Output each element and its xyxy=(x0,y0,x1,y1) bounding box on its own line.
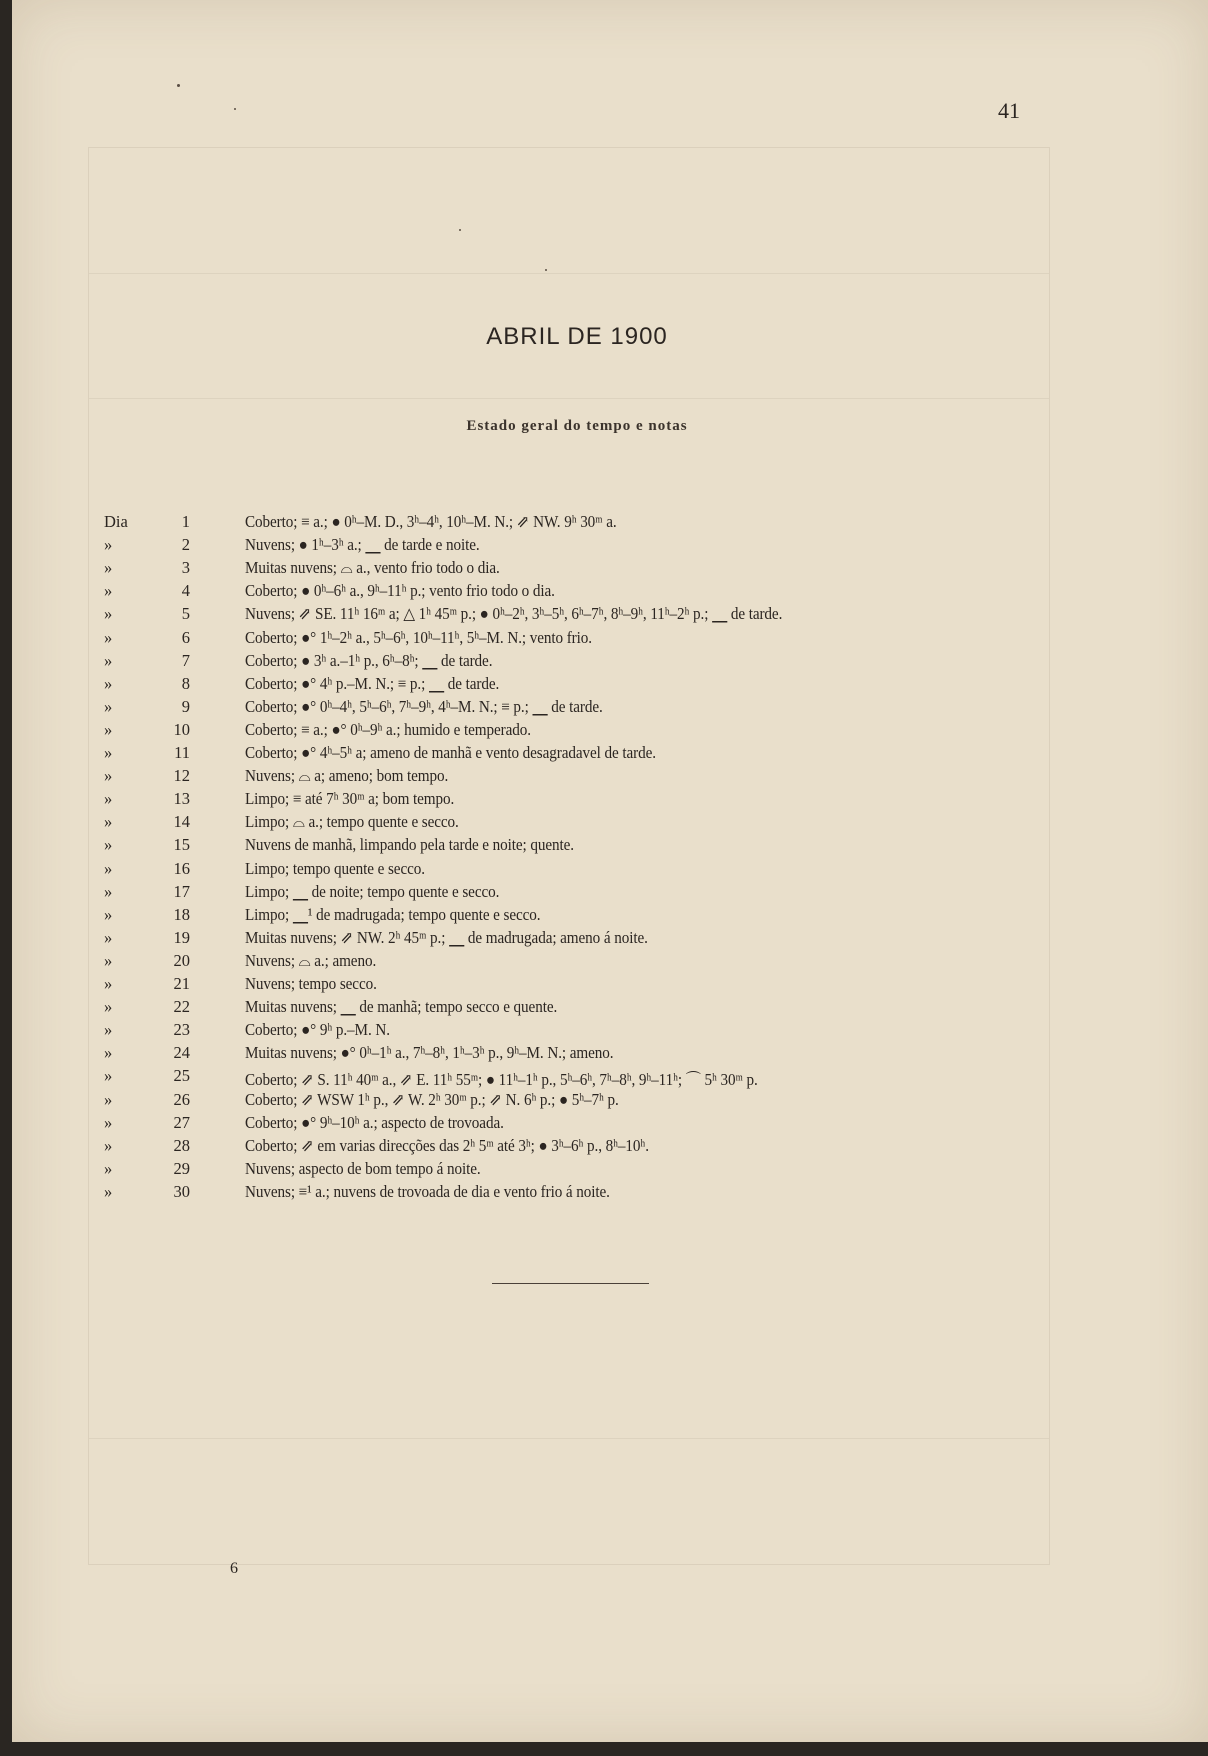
row-label: » xyxy=(104,719,113,739)
list-item xyxy=(12,1113,1208,1136)
row-label: » xyxy=(104,627,113,647)
weather-note: Coberto; ≡ a.; ●° 0ʰ–9ʰ a.; humido e temperado. xyxy=(245,719,531,739)
list-item xyxy=(12,835,1208,858)
weather-note: Limpo; tempo quente e secco. xyxy=(245,858,425,878)
list-item xyxy=(12,628,1208,651)
row-label: » xyxy=(104,950,113,970)
row-label: » xyxy=(104,1066,113,1086)
weather-note: Muitas nuvens; ●° 0ʰ–1ʰ a., 7ʰ–8ʰ, 1ʰ–3ʰ p., 9ʰ–M. N.; ameno. xyxy=(245,1043,614,1063)
weather-note: Limpo; ⎽¹ de madrugada; tempo quente e secco. xyxy=(245,904,541,924)
day-number: 1 xyxy=(181,512,190,531)
row-label: » xyxy=(104,835,113,855)
list-item xyxy=(12,766,1208,789)
weather-note: Coberto; ●° 9ʰ p.–M. N. xyxy=(245,1020,390,1040)
weather-note: Nuvens; tempo secco. xyxy=(245,974,377,993)
row-label: » xyxy=(104,650,113,670)
row-label: » xyxy=(104,789,113,809)
day-number: 21 xyxy=(173,974,190,993)
day-number: 17 xyxy=(173,881,190,901)
day-number: 9 xyxy=(181,696,190,716)
row-label: Dia xyxy=(104,512,128,531)
day-number: 20 xyxy=(173,950,190,970)
day-number: 29 xyxy=(173,1158,190,1178)
row-label: » xyxy=(104,535,113,555)
list-item xyxy=(12,997,1208,1020)
list-item xyxy=(12,974,1208,997)
row-label: » xyxy=(104,558,113,578)
row-label: » xyxy=(104,881,113,901)
list-item xyxy=(12,882,1208,905)
day-number: 5 xyxy=(181,604,190,624)
list-item xyxy=(12,512,1208,535)
day-number: 11 xyxy=(174,743,190,762)
list-item xyxy=(12,928,1208,951)
day-number: 4 xyxy=(181,581,190,601)
list-item xyxy=(12,697,1208,720)
list-item xyxy=(12,743,1208,766)
row-label: » xyxy=(104,696,113,716)
day-number: 2 xyxy=(181,535,190,555)
row-label: » xyxy=(104,1112,113,1132)
row-label: » xyxy=(104,974,113,993)
list-item xyxy=(12,604,1208,627)
list-item xyxy=(12,859,1208,882)
day-number: 27 xyxy=(173,1112,190,1132)
row-label: » xyxy=(104,927,113,947)
weather-note: Coberto; ⇗ em varias direcções das 2ʰ 5ᵐ até 3ʰ; ● 3ʰ–6ʰ p., 8ʰ–10ʰ. xyxy=(245,1135,649,1155)
day-number: 25 xyxy=(173,1066,190,1086)
signature-number: 6 xyxy=(230,1560,238,1577)
weather-note: Nuvens; ⌓ a; ameno; bom tempo. xyxy=(245,766,449,786)
day-number: 13 xyxy=(173,789,190,809)
paper-speck xyxy=(234,108,236,110)
list-item xyxy=(12,951,1208,974)
weather-note: Nuvens; ⌓ a.; ameno. xyxy=(245,950,377,970)
row-label: » xyxy=(104,604,113,624)
weather-note: Muitas nuvens; ⎽ de manhã; tempo secco e quente. xyxy=(245,997,558,1017)
row-label: » xyxy=(104,1020,113,1040)
day-number: 26 xyxy=(173,1089,190,1109)
weather-note: Coberto; ●° 9ʰ–10ʰ a.; aspecto de trovoada. xyxy=(245,1112,504,1132)
row-label: » xyxy=(104,997,113,1017)
row-label: » xyxy=(104,1089,113,1109)
paper-speck xyxy=(177,84,180,87)
list-item xyxy=(12,1182,1208,1205)
weather-note: Limpo; ⌓ a.; tempo quente e secco. xyxy=(245,812,459,832)
day-number: 16 xyxy=(173,858,190,878)
list-item xyxy=(12,1159,1208,1182)
weather-note: Coberto; ≡ a.; ● 0ʰ–M. D., 3ʰ–4ʰ, 10ʰ–M. N.; ⇗ NW. 9ʰ 30ᵐ a. xyxy=(245,512,617,531)
list-item xyxy=(12,1136,1208,1159)
day-number: 19 xyxy=(173,927,190,947)
day-number: 7 xyxy=(181,650,190,670)
weather-note: Muitas nuvens; ⇗ NW. 2ʰ 45ᵐ p.; ⎽ de madrugada; ameno á noite. xyxy=(245,927,648,947)
day-number: 8 xyxy=(181,673,190,693)
weather-note: Coberto; ● 0ʰ–6ʰ a., 9ʰ–11ʰ p.; vento frio todo o dia. xyxy=(245,581,555,601)
weather-note: Nuvens; ● 1ʰ–3ʰ a.; ⎽ de tarde e noite. xyxy=(245,535,480,555)
weather-note: Nuvens; ⇗ SE. 11ʰ 16ᵐ a; △ 1ʰ 45ᵐ p.; ● 0ʰ–2ʰ, 3ʰ–5ʰ, 6ʰ–7ʰ, 8ʰ–9ʰ, 11ʰ–2ʰ p.; ⎽ de tarde. xyxy=(245,604,783,624)
weather-note: Muitas nuvens; ⌓ a., vento frio todo o dia. xyxy=(245,558,500,578)
day-number: 30 xyxy=(173,1181,190,1201)
day-number: 18 xyxy=(173,904,190,924)
day-number: 12 xyxy=(173,766,190,786)
day-number: 6 xyxy=(181,627,190,647)
day-number: 15 xyxy=(173,835,190,855)
page-number: 41 xyxy=(998,98,1020,123)
row-label: » xyxy=(104,1043,113,1063)
weather-note: Limpo; ⎽ de noite; tempo quente e secco. xyxy=(245,881,500,901)
list-item xyxy=(12,581,1208,604)
weather-note: Limpo; ≡ até 7ʰ 30ᵐ a; bom tempo. xyxy=(245,789,455,809)
page-title: ABRIL DE 1900 xyxy=(486,323,668,350)
paper-speck xyxy=(545,269,547,271)
weather-note: Coberto; ● 3ʰ a.–1ʰ p., 6ʰ–8ʰ; ⎽ de tarde. xyxy=(245,650,493,670)
list-item xyxy=(12,1090,1208,1113)
weather-note: Coberto; ●° 1ʰ–2ʰ a., 5ʰ–6ʰ, 10ʰ–11ʰ, 5ʰ–M. N.; vento frio. xyxy=(245,627,592,647)
day-number: 23 xyxy=(173,1020,190,1040)
row-label: » xyxy=(104,812,113,832)
document-page xyxy=(12,0,1208,1742)
weather-note: Coberto; ⇗ WSW 1ʰ p., ⇗ W. 2ʰ 30ᵐ p.; ⇗ N. 6ʰ p.; ● 5ʰ–7ʰ p. xyxy=(245,1089,619,1109)
weather-note: Nuvens; aspecto de bom tempo á noite. xyxy=(245,1158,481,1178)
weather-note: Coberto; ●° 0ʰ–4ʰ, 5ʰ–6ʰ, 7ʰ–9ʰ, 4ʰ–M. N.; ≡ p.; ⎽ de tarde. xyxy=(245,696,603,716)
weather-note: Coberto; ●° 4ʰ p.–M. N.; ≡ p.; ⎽ de tarde. xyxy=(245,673,500,693)
row-label: » xyxy=(104,673,113,693)
day-number: 24 xyxy=(173,1043,190,1063)
closing-rule xyxy=(492,1283,649,1284)
weather-note: Nuvens de manhã, limpando pela tarde e noite; quente. xyxy=(245,835,574,855)
day-number: 28 xyxy=(173,1135,190,1155)
row-label: » xyxy=(104,743,113,762)
row-label: » xyxy=(104,1181,113,1201)
list-item xyxy=(12,674,1208,697)
list-item xyxy=(12,905,1208,928)
list-item xyxy=(12,789,1208,812)
day-number: 14 xyxy=(173,812,190,832)
row-label: » xyxy=(104,581,113,601)
day-number: 10 xyxy=(173,719,190,739)
list-item xyxy=(12,558,1208,581)
row-label: » xyxy=(104,1158,113,1178)
row-label: » xyxy=(104,1135,113,1155)
day-number: 3 xyxy=(181,558,190,578)
list-item xyxy=(12,720,1208,743)
row-label: » xyxy=(104,904,113,924)
list-item xyxy=(12,1043,1208,1066)
row-label: » xyxy=(104,858,113,878)
row-label: » xyxy=(104,766,113,786)
list-item xyxy=(12,535,1208,558)
list-item xyxy=(12,1020,1208,1043)
day-number: 22 xyxy=(173,997,190,1017)
section-subtitle: Estado geral do tempo e notas xyxy=(466,418,688,434)
list-item xyxy=(12,1066,1208,1089)
list-item xyxy=(12,812,1208,835)
weather-note: Coberto; ●° 4ʰ–5ʰ a; ameno de manhã e vento desagradavel de tarde. xyxy=(245,743,656,762)
list-item xyxy=(12,651,1208,674)
weather-note: Coberto; ⇗ S. 11ʰ 40ᵐ a., ⇗ E. 11ʰ 55ᵐ; ● 11ʰ–1ʰ p., 5ʰ–6ʰ, 7ʰ–8ʰ, 9ʰ–11ʰ; ⌒ 5ʰ 30ᵐ p. xyxy=(245,1070,758,1090)
weather-note: Nuvens; ≡¹ a.; nuvens de trovoada de dia e vento frio á noite. xyxy=(245,1181,610,1201)
paper-speck xyxy=(459,229,461,231)
